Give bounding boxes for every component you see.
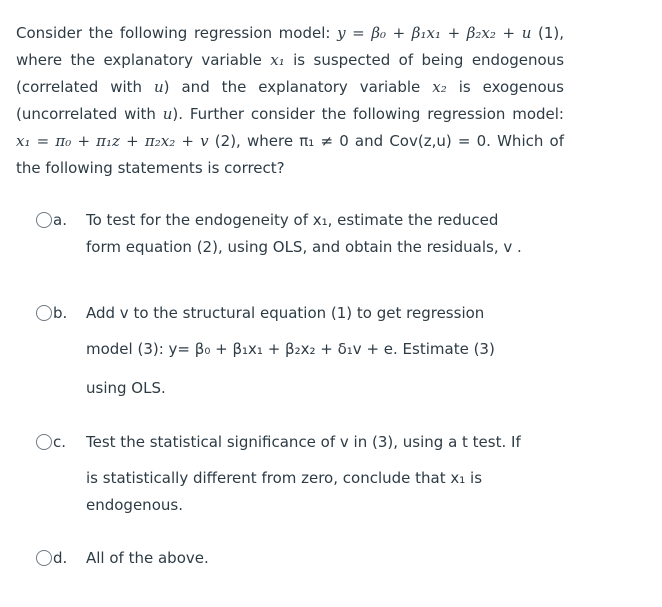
question-seg6: ). Further consider the following regression model:: [172, 105, 564, 123]
option-c-line1: Test the statistical significance of v in (3), using a t test. If: [86, 433, 521, 451]
question-text: [16, 20, 564, 182]
option-a-radio[interactable]: [36, 212, 52, 228]
option-d-line1: All of the above.: [86, 549, 209, 567]
option-b-line1: Add v to the structural equation (1) to get regression: [86, 304, 485, 322]
var-u-2: u: [162, 105, 173, 123]
option-a-line2: form equation (2), using OLS, and obtain the residuals, v .: [86, 238, 522, 256]
var-x2: x₂: [432, 78, 447, 96]
question-seg5: is exogenous (uncorrelated with: [16, 78, 564, 123]
var-x1: x₁: [270, 51, 285, 69]
equation-1: y = β₀ + β₁x₁ + β₂x₂ + u: [337, 24, 532, 42]
question-seg4: ) and the explanatory variable: [163, 78, 433, 96]
option-c-line3: endogenous.: [86, 496, 183, 514]
question-seg3: is suspected of being endogenous (correlated with: [16, 51, 565, 96]
option-b-line3: using OLS.: [86, 379, 166, 397]
option-b-radio[interactable]: [36, 305, 52, 321]
option-b-letter: b.: [53, 304, 68, 322]
option-a-letter: a.: [53, 211, 67, 229]
option-c-letter: c.: [53, 433, 67, 451]
question-seg1: Consider the following regression model:: [16, 24, 338, 42]
question-seg7: (2), where π₁ ≠ 0 and Cov(z,u) = 0. Which of the following statements is correct?: [16, 132, 564, 177]
option-d-letter: d.: [53, 549, 68, 567]
option-b-line2: model (3): y= β₀ + β₁x₁ + β₂x₂ + δ₁v + e. Estimate (3): [86, 340, 495, 358]
option-c-radio[interactable]: [36, 434, 52, 450]
option-d-radio[interactable]: [36, 550, 52, 566]
question-seg2: (1), where the explanatory variable: [16, 24, 564, 69]
option-a-line1: To test for the endogeneity of x₁, estimate the reduced: [86, 211, 499, 229]
var-u: u: [154, 78, 164, 96]
equation-2: x₁ = π₀ + π₁z + π₂x₂ + v: [16, 132, 209, 150]
option-c-line2: is statistically different from zero, conclude that x₁ is: [86, 469, 483, 487]
